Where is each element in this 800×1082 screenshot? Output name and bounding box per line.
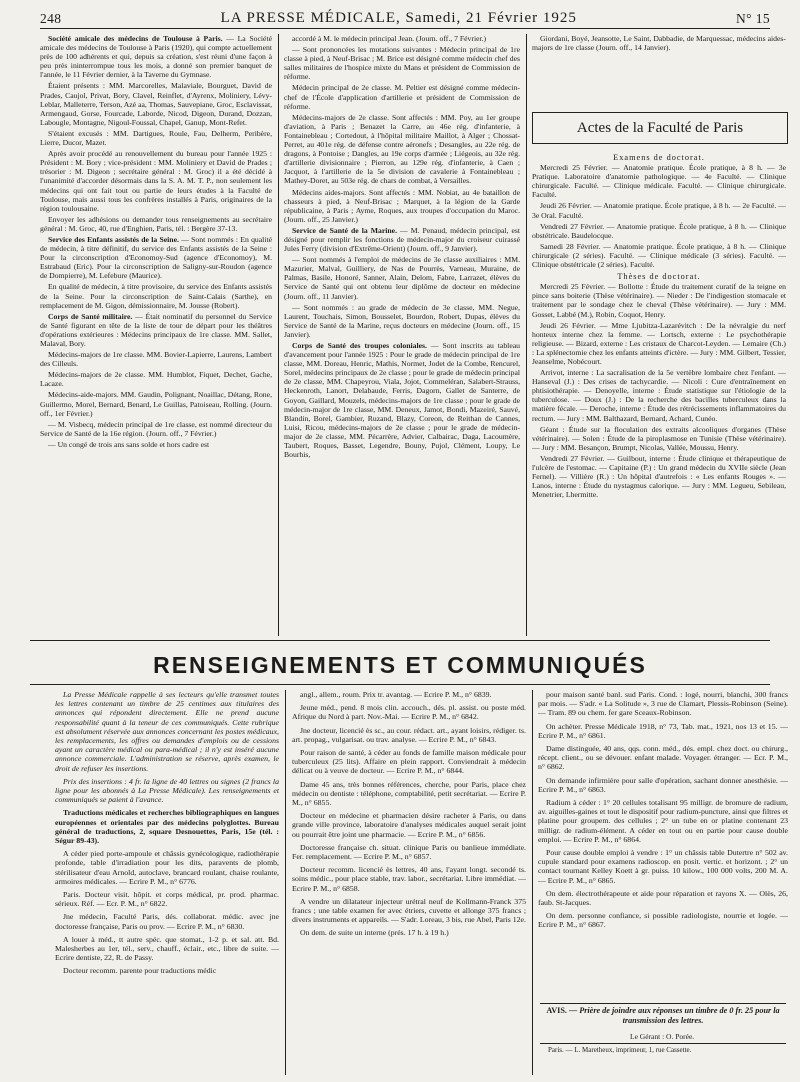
column-1: Société amicale des médecins de Toulouse à Paris. — La Société amicale des médecins de Toulouse à Paris (1920), qui compte actuellement près de 100 adhérents et qui, depuis sa création, s'est réuni d'une façon à peu près ininterrompue tous les mois, a donné son premier banquet de l'année, le 11 Février dernier, à la Taverne du Gymnase. Étaient présents : MM. Marcorelles, Malaviale, Bourguet, David de Prades, Caujol, Privat, Bory, Clavel, Reinflet, d'Ayrenx, Moliniery, Lévy-Leblar, Malleterre, Terson, Azé aa, Thomas, Sauvepiane, Groc, Esclavissat, Armengaud, Gorse, Fourcade, Laborde, Nicod, Digeon, Durand, Dozzan, Labougle, Montagne, Nigoul-Foussal, Chapel, Ganup, Mont-Refet. S'étaient excusés : MM. Dartigues, Roule, Fau, Delherm, Peribère, Lierre, Ducor, Mazet. Après avoir procédé au renouvellement du bureau pour l'année 1925 : Président : M. Bory ; vice-président : MM. Moliniery et David de Prades ; trésorier : M. Digeon ; secrétaire général : M. Groc) il a été décidé à l'unanimité d'accorder désormais dans la S. A. M. T. P., non seulement les médecins qui ont fait tout ou partie de leurs études à la Faculté de Toulouse, mais aussi tous les confrères installés à Paris, originaires de la région toulousaine. Envoyer les adhésions ou demander tous renseignements au secrétaire général : M. Groc, 40, rue d'Enghien, Paris, tél. : Bergère 37-13. Service des Enfants assistés de la Seine. — Sont nommés : En qualité de médecin, à titre définitif, du service des Enfants assistés de la Seine : Pour la circonscription d'Economoy-Sud (agence d'Economoy), M. Estrabaud (Eric). Pour la circonscription de Saligny-sur-Roudon (agence de Dompierre), M. Lefebure (Maurice). En qualité de médecin, à titre provisoire, du service des Enfants assistés de la Seine. Pour la circonscription de Saint-Calais (Sarthe), en remplacement de M. Gigon, démissionnaire, M. Jousse (Robert). Corps de Santé militaire. — Était nominatif du personnel du Service de Santé figurant en tête de la liste de tour de départ pour les théâtres d'opérations extérieures : Médecins principaux de 1re classe. MM. Sallet, Malaval, Bory. Médecins-majors de 1re classe. MM. Bovier-Lapierre, Laurens, Lambert des Cilleuls. Médecins-majors de 2e classe. MM. Humblot, Fiquet, Dechet, Gache, Lacaze. Médecins-aide-majors. MM. Gaudin, Polignant, Noaillac, Détang, Rone, Guillermo, Morel, Bernard, Benard, Le Guillas, Patoiseau, Rolling. (Journ. off., 1er Février.) — M. Visbecq, médecin principal de 1re classe, est nommé directeur du Service de Santé de la 16e région. (Journ. off., 7 Février.) — Un congé de trois ans sans solde et hors cadre est [40, 34, 272, 449]
printer-rule [540, 1043, 786, 1044]
avis-label: AVIS. [546, 1006, 567, 1015]
annonces-prices: Prix des insertions : 4 fr. la ligne de 40 lettres ou signes (2 francs la ligne pour les abonnés à La Presse Médicale). Les renseignements et communiqués se paient à l'avance. [55, 776, 279, 805]
journal-title: LA PRESSE MÉDICALE, Samedi, 21 Février 1925 [220, 10, 577, 26]
paragraph: Giordani, Boyé, Jeansotte, Le Saint, Dabbadie, de Marquessac, médecins aides-majors de 1re classe (Journ. off., 14 Janvier). [532, 34, 786, 53]
paragraph: — Un congé de trois ans sans solde et hors cadre est [48, 439, 210, 449]
paragraph: accordé à M. le médecin principal Jean. (Journ. off., 7 Février.) [292, 34, 487, 43]
column-divider [526, 34, 527, 636]
column-divider [278, 34, 279, 636]
ad-item: Docteur en médecine et pharmacien désire racheter à Paris, ou dans grande ville province, laboratoire d'analyses médicales auquel serait joint ou pourrait être joint une pharmacie. — Ecrire P. M., n° 6856. [292, 811, 526, 839]
paragraph: Arrivot, interne : La sacralisation de la 5e vertèbre lombaire chez l'enfant. — Hanseval (J.) : Des crises de tachycardie. — Nicoli : Cure d'entraînement en phtisiothérapie. — Denoyelle, interne : Étude statistique sur l'étiologie de la tuberculose. — Doux (J.) : De la recherche des bacilles tuberculeux dans la matière fécale. — Deroche, interne : Étude des rétrécissements inflammatoires du rectum. — Jury : MM. Balthazard, Bernard, Achard, Cunéo. [532, 368, 786, 423]
header-rule [40, 28, 770, 29]
paragraph: Mercredi 25 Février. — Bollotte : Étude du traitement curatif de la teigne en pince sans boiterie (Thèse vétérinaire). — Nieder : De l'indigestion stomacale et traitement par le sondage chez le cheval (Thèse vétérinaire). — Jury : MM. Gosset, Labbé (M.), Robin, Coquot, Henry. [532, 282, 786, 319]
ad-item: Paris. Docteur visit. hôpit. et corps médical, pr. prod. pharmac. sérieux. Réf. — Ecr. P. M., n° 6822. [55, 890, 279, 909]
column-2: accordé à M. le médecin principal Jean. (Journ. off., 7 Février.) — Sont prononcées les mutations suivantes : Médecin principal de 1re classe à pied, à Neuf-Brisac ; M. Brice est désigné comme médecin chef des salles militaires de l'hospice mixte du Mans et président de Commission de réforme. Médecin principal de 2e classe. M. Peltier est désigné comme médecin-chef de l'École d'application d'artillerie et président de Commission de réforme. Médecins-majors de 2e classe. Sont affectés : MM. Poy, au 1er groupe d'aviation, à Paris ; Benazet la Carre, au 46e rég. d'infanterie, à Fontainebleau ; Cortedout, à l'hôpital militaire Maillot, à Alger ; Chossat-Perret, au 401e rég. de défense contre aéronefs ; Desangles, au 22e rég. de dragons, à Pontoise ; Dangles, au 19e corps d'armée ; Liégeois, au 32e rég. d'artillerie divisionnaire ; Pierron, au 129e rég. d'infanterie, à Caen ; Jacquot, à l'artillerie de la 5e division de cavalerie à Fontainebleau ; Mathey-Doret, au 503e rég. de chars de combat, à Versailles. Médecins aides-majors. Sont affectés : MM. Nobiat, au 4e bataillon de chasseurs à pied, à Neuf-Brisac ; Marquet, à la légion de la Garde républicaine, à Paris ; Ayme, Roques, aux troupes d'occupation du Maroc. (Journ. off., 25 Janvier.) Service de Santé de la Marine. — M. Penaud, médecin principal, est désigné pour remplir les fonctions de médecin-major du croiseur cuirassé Jules Ferry (division d'Extrême-Orient) (Journ. off., 9 Janvier). — Sont nommés à l'emploi de médecins de 3e classe auxiliaires : MM. Mazurier, Malval, Guilliery, de Nas de Pourrès, Varneau, Muraine, de Palmas, Basile, Honoré, Sanner, Alain, Delom, Fabre, Larrazet, élèves du Service de Santé qui ont obtenu leur diplôme de docteur en médecine (Journ. off., 11 Janvier). — Sont nommés : au grade de médecin de 3e classe, MM. Negue, Laurent, Touchais, Simon, Bousselet, Bourdon, Robert, Dupas, élèves du Service de Santé de la Marine, reçus docteurs en médecine (Journ. off., 15 Janvier). Corps de Santé des troupes coloniales. — Sont inscrits au tableau d'avancement pour l'année 1925 : Pour le grade de médecin principal de 1re classe, MM. Doreau, Henric, Mathis, Normet, Jodet de la Combe, Rencurel, Sorel, médecins principaux de 2e classe ; pour le grade de médecin principal de 2e classe, MM. Chapeyrou, Viala, Jojot, Commeléran, Salabert-Strauss, Heckenroth, Lanort, Delabaude, Ferris, Dagorn, Gallet de Santerre, de Goyon, Gaillard, Mouzels, médecins-majors de 1re classe ; pour le grade de médecin-major de 1re classe, MM. Deneux, Jamot, Bondi, Mazeiré, Sauvé, Blandin, Borel, Gambier, Ruzand, Blazy, Coreon, de Reithan de Cannes, Luisi, Ricou, médecins-majors de 2e classe ; pour le grade de médecin-major de 2e classe, MM. Pécarrère, Advier, Calbairac, Daga, Lacoumère, Taubert, Roques, Basset, Legendre, Bouny, Pujol, Clément, Loupy, Le Bourhis, [284, 34, 520, 460]
page-header [40, 5, 770, 27]
paragraph: Médecins-majors de 1re classe. MM. Bovier-Lapierre, Laurens, Lambert des Cilleuls. [40, 350, 272, 369]
issue-number: N° 15 [735, 11, 770, 26]
paragraph: Étaient présents : MM. Marcorelles, Malaviale, Bourguet, David de Prades, Caujol, Privat, Bory, Clavel, Reinflet, d'Ayrenx, Moliniery, Lévy-Leblar, Malleterre, Terson, Azé aa, Thomas, Sauvepiane, Groc, Esclavissat, Armengaud, Gorse, Fourcade, Laborde, Nicod, Digeon, Durand, Dozzan, Labougle, Montagne, Nigoul-Foussal, Chapel, Ganup, Mont-Refet. [40, 81, 272, 127]
subsection-title: Thèses de doctorat. [617, 272, 701, 282]
paragraph: Médecin principal de 2e classe. M. Peltier est désigné comme médecin-chef de l'École d'application d'artillerie et président de Commission de réforme. [284, 83, 520, 111]
paragraph: Vendredi 27 Février. — Anatomie pratique. École pratique, à 8 h. — Clinique obstétricale. Baudelocque. [532, 221, 786, 240]
ad-item: Traductions médicales et recherches bibliographiques en langues européennes et orientales par des médecins polyglottes. Bureau général de traductions, 2, square Desnouettes, Paris, 15e (tél. : Ségur 89-43). [55, 808, 279, 846]
paragraph: En qualité de médecin, à titre provisoire, du service des Enfants assistés de la Seine. Pour la circonscription de Saint-Calais (Sarthe), en remplacement de M. Gigon, démissionnaire, M. Jousse (Robert). [40, 282, 272, 310]
column-3-faculte [532, 150, 786, 636]
section-title: Corps de Santé des troupes coloniales. [292, 341, 427, 350]
paragraph: Géant : Étude sur la floculation des extraits alcooliques d'organes (Thèse vétérinaire). — Solen : Étude de la piroplasmose en Tunisie (Thèse vétérinaire). — Jury : MM. Besançon, Brumpt, Nicolas, Vallée, Moussu, Henry. [532, 424, 786, 452]
annonces-intro: La Presse Médicale rappelle à ses lecteurs qu'elle transmet toutes les lettres contenant un timbre de 25 centimes aux titulaires des annonces qui répondent directement. Elle ne prend aucune responsabilité quant à la teneur de ces communiqués. Cette rubrique est absolument réservée aux annonces concernant les postes médicaux, les remplacements, les offres ou demandes d'emplois ou de cessions ayant un caractère médical ou para-médical ; il n'y est inséré aucune annonce commerciale. L'administration se réserve, après examen, le droit de refuser les insertions. [55, 690, 279, 773]
section-title: Société amicale des médecins de Toulouse à Paris. [48, 34, 223, 43]
ad-item: A vendre un dilatateur injecteur urétral neuf de Kollmann-Franck 375 francs ; une table examen fer avec étriers, cuvette et allonge 375 francs ; divers instruments et appareils. — S'adr. Loreau, 3 bis, rue Abel, Paris 12e. [292, 896, 526, 925]
section-title: Corps de Santé militaire. [48, 311, 133, 321]
ad-item: On dem. personne confiance, si possible radiologiste, nourrie et logée. — Ecrire P. M., n° 6867. [538, 911, 788, 930]
column-3 [532, 34, 786, 110]
annonces-column-2 [292, 690, 526, 1075]
page-number: 248 [40, 11, 62, 26]
paragraph: Jeudi 26 Février. — Mme Ljubitza-Lazarévitch : De la névralgie du nerf honteux interne chez la femme. — Lortsch, externe : Le psychothérapie religieuse. — Bizard, externe : Les cristaux de Charcot-Leyden. — Lemaire (Ch.) : La splénectomie chez les enfants atteints d'ictère. — Jury : MM. Gilbert, Tessier, Jeanselme, Nobécourt. [532, 320, 786, 366]
paragraph: Samedi 28 Février. — Anatomie pratique. École pratique, à 8 h. — Clinique chirurgicale (2 séries). Faculté. — Clinique médicale (3 séries). Faculté. — Clinique obstétricale (2 séries). Faculté. [532, 241, 786, 270]
ad-item: angl., allem., roum. Prix tr. avantag. — Ecrire P. M., n° 6839. [300, 690, 492, 699]
paragraph: S'étaient excusés : MM. Dartigues, Roule, Fau, Delherm, Peribère, Lierre, Ducor, Mazet. [40, 128, 272, 148]
ad-item: Radium à céder : 1° 20 cellules totalisant 95 milligr. de bromure de radium, av. aiguilles-gaines et tout le dispositif pour radium-puncture, ainsi que filtres et platine pour groupem. des cellules ; 2° un tube en or platine contenant 23 milligr. de radium-élément. A céder en tout ou en partie pour cause double emploi. — Ecrire P. M., n° 6864. [538, 798, 788, 844]
annonces-title: RENSEIGNEMENTS ET COMMUNIQUÉS [153, 652, 647, 678]
ad-item: A louer à méd., tt autre spéc. que stomat., 1-2 p. et sal. att. Bd. Malesherbes au 1er, tél., serv., chauff., éclair., etc., libre de suite. — Ecrire dentiste, 22, R. de Passy. [55, 934, 279, 963]
section-title: Actes de la Faculté de Paris [576, 119, 744, 136]
paragraph: Jeudi 26 Février. — Anatomie pratique. École pratique, à 8 h. — 2e Faculté. — 3e Oral. Faculté. [532, 201, 786, 220]
ad-item: Pour cause double emploi à vendre : 1° un châssis table Dutertre n° 502 av. cupule standard pour examens radioscop. en posit. vertic. et horizont. ; 2° un contact tournant Kelley Koett à gr. puiss. 10 kilow., 100 000 volts, 200 M. A. — Ecrire P. M., n° 6865. [538, 848, 788, 885]
ad-item: On demande infirmière pour salle d'opération, sachant donner anesthésie. — Ecrire P. M., n° 6863. [538, 775, 788, 794]
paragraph: Après avoir procédé au renouvellement du bureau pour l'année 1925 : Président : M. Bory ; vice-président : MM. Moliniery et David de Prades ; trésorier : M. Digeon ; secrétaire général : M. Groc) il a été décidé à l'unanimité d'accorder désormais dans la S. A. M. T. P., non seulement les médecins qui ont fait tout ou partie de leurs études à la Faculté de Toulouse, mais aussi tous les confrères installés à Paris, originaires de la région toulousaine. [40, 149, 272, 213]
paragraph: Médecins aides-majors. Sont affectés : MM. Nobiat, au 4e bataillon de chasseurs à pied, à Neuf-Brisac ; Marquet, à la légion de la Garde républicaine, à Paris ; Ayme, Roques, aux troupes d'occupation du Maroc. (Journ. off., 25 Janvier.) [284, 187, 520, 224]
ad-item: Dame distinguée, 40 ans, qqs. conn. méd., dés. empl. chez doct. ou chirurg., récept. client., ou se dévouer. enfant malade. Voyager. étranger. — Ecr. P. M., n° 6862. [538, 744, 788, 772]
ad-item: On dem. électrothérapeute et aide pour réparation et rayons X. — Olès, 26, faub. St-Jacques. [538, 888, 788, 908]
section-title: Service de Santé de la Marine. [292, 225, 398, 235]
paragraph: Médecins-aide-majors. MM. Gaudin, Polignant, Noaillac, Détang, Rone, Guillermo, Morel, Bernard, Benard, Le Guillas, Patoiseau, Rolling. (Journ. off., 1er Février.) [40, 390, 272, 418]
ad-item: Doctoresse française ch. situat. clinique Paris ou banlieue immédiate. Fer. remplacement. — Ecrire P. M., n° 6857. [292, 842, 526, 862]
paragraph: Vendredi 27 Février. — Guilbout, interne : Étude clinique et thérapeutique de l'ulcère de l'estomac. — Capitaine (P.) : Un grand médecin du XVIIe siècle (Jean Fernel). — Villière (R.) : Un hôpital d'autrefois : « Les enfants Rouges ». — Lanos, interne : Étude du nystagmus calorique. — Jury : MM. Legueu, Sebileau, Menetrier, Lhermitte. [532, 453, 786, 500]
column-divider [532, 690, 533, 1075]
paragraph: — Sont prononcées les mutations suivantes : Médecin principal de 1re classe à pied, à Neuf-Brisac ; M. Brice est désigné comme médecin chef des salles militaires de l'hospice mixte du Mans et président de Commission de réforme. [284, 45, 520, 82]
avis-rule [540, 1003, 786, 1004]
ad-item: pour maison santé banl. sud Paris. Cond. : logé, nourri, blanchi, 300 francs par mois. — S'adr. « La Solitude », 3 rue de Clamart, Plessis-Robinson (Seine). — Tram. 89 ou chem. fer gare Sceaux-Robinson. [538, 690, 788, 718]
ad-list [55, 808, 279, 975]
ad-item: Dame 45 ans, très bonnes références, cherche, pour Paris, place chez médecin ou dentiste : téléphone, comptabilité, petit secrétariat. — Ecrire P. M., n° 6855. [292, 779, 526, 808]
paragraph: — M. Visbecq, médecin principal de 1re classe, est nommé directeur du Service de Santé de la 16e région. (Journ. off., 7 Février.) [40, 419, 272, 438]
ad-item: Docteur recomm. licencié ès lettres, 40 ans, l'ayant longt. secondé ts. soins médic., pour place stable, trav. labor., secrétariat. Libre immédiat. — Ecrire P. M., n° 6858. [292, 865, 526, 893]
ad-item: On dem. de suite un interne (prés. 17 h. à 19 h.) [300, 928, 449, 938]
gerant-line: Le Gérant : O. Porée. [630, 1032, 695, 1041]
section-rule-bottom [30, 684, 770, 685]
ad-item: Jne médecin, Faculté Paris, dés. collaborat. médic. avec jne doctoresse française, Paris ou prov. — Ecrire P. M., n° 6830. [55, 912, 279, 931]
annonces-column-3 [538, 690, 788, 1002]
paragraph: — Sont nommés : au grade de médecin de 3e classe, MM. Negue, Laurent, Touchais, Simon, Bousselet, Bourdon, Robert, Dupas, élèves du Service de Santé de la Marine, reçus docteurs en médecine (Journ. off., 15 Janvier). [284, 302, 520, 339]
paragraph: Médecins-majors de 2e classe. MM. Humblot, Fiquet, Dechet, Gache, Lacaze. [40, 370, 272, 389]
subsection-title: Examens de doctorat. [613, 153, 705, 162]
paragraph: — Sont nommés à l'emploi de médecins de 3e classe auxiliaires : MM. Mazurier, Malval, Guilliery, de Nas de Pourrès, Varneau, Muraine, de Palmas, Basile, Honoré, Sanner, Alain, Delom, Fabre, Larrazet, élèves du Service de Santé qui ont obtenu leur diplôme de docteur en médecine (Journ. off., 11 Janvier). [284, 255, 520, 301]
avis-text: — Prière de joindre aux réponses un timbre de 0 fr. 25 pour la transmission des lettres. [568, 1006, 780, 1025]
ad-item: A céder pied porte-ampoule et châssis gynécologique, radiothérapie profonde, table d'irradiation pour les dits, paravents de plomb, stérilisateur d'eau Arnold, autoclave, brancard roulant, chaise roulante, armoires médicales. — Ecrire P. M., n° 6776. [55, 849, 279, 886]
paragraph: Envoyer les adhésions ou demander tous renseignements au secrétaire général : M. Groc, 40, rue d'Enghien, Paris, tél. : Bergère 37-13. [40, 214, 272, 233]
annonces-column-1 [55, 690, 279, 1075]
printer-line: Paris. — L. Maretheux, imprimeur, 1, rue Cassette. [548, 1046, 692, 1054]
ad-item: Jeune méd., pend. 8 mois clin. accouch., dés. pl. assist. ou poste méd. Afrique du Nord à part. Nov.-Mai. — Ecrire P. M., n° 6842. [292, 703, 526, 722]
avis-notice [540, 1006, 786, 1026]
ad-item: Pour raison de santé, à céder au fonds de famille maison médicale pour tuberculeux (25 lits). Affaire en plein rapport. Conviendrait à médecin délicat ou à veuve de docteur. — Ecrire P. M., n° 6844. [292, 748, 526, 776]
ad-item: Jne docteur, licencié ès sc., au cour. rédact. art., ayant loisirs, rédiger. ts. art. propag., vulgarisat. ou trav. analyse. — Ecrire P. M., n° 6843. [292, 725, 526, 744]
paragraph: Mercredi 25 Février. — Anatomie pratique. École pratique, à 8 h. — 3e Pratique. Laboratoire d'anatomie pathologique. — 4e Faculté. — Clinique chirurgicale. Faculté. — Clinique médicale. Faculté. — Clinique chirurgicale. Faculté. [532, 163, 786, 200]
ad-item: Docteur recomm. parente pour traductions médic [63, 966, 217, 976]
section-rule-top [30, 640, 770, 641]
ad-item: On achèter. Presse Médicale 1918, n° 73, Tab. mat., 1921, nos 13 et 15. — Ecrire P. M., n° 6861. [538, 721, 788, 740]
paragraph: Médecins-majors de 2e classe. Sont affectés : MM. Poy, au 1er groupe d'aviation, à Paris ; Benazet la Carre, au 46e rég. d'infanterie, à Fontainebleau ; Cortedout, à l'hôpital militaire Maillot, à Alger ; Chossat-Perret, au 401e rég. de défense contre aéronefs ; Desangles, au 22e rég. de dragons, à Pontoise ; Dangles, au 19e corps d'armée ; Liégeois, au 32e rég. d'artillerie divisionnaire ; Pierron, au 129e rég. d'infanterie, à Caen ; Jacquot, à l'artillerie de la 5e division de cavalerie à Fontainebleau ; Mathey-Doret, au 503e rég. de chars de combat, à Versailles. [284, 112, 520, 186]
column-divider [285, 690, 286, 1075]
section-title: Service des Enfants assistés de la Seine. [48, 234, 179, 244]
faculte-title-box [532, 112, 788, 144]
